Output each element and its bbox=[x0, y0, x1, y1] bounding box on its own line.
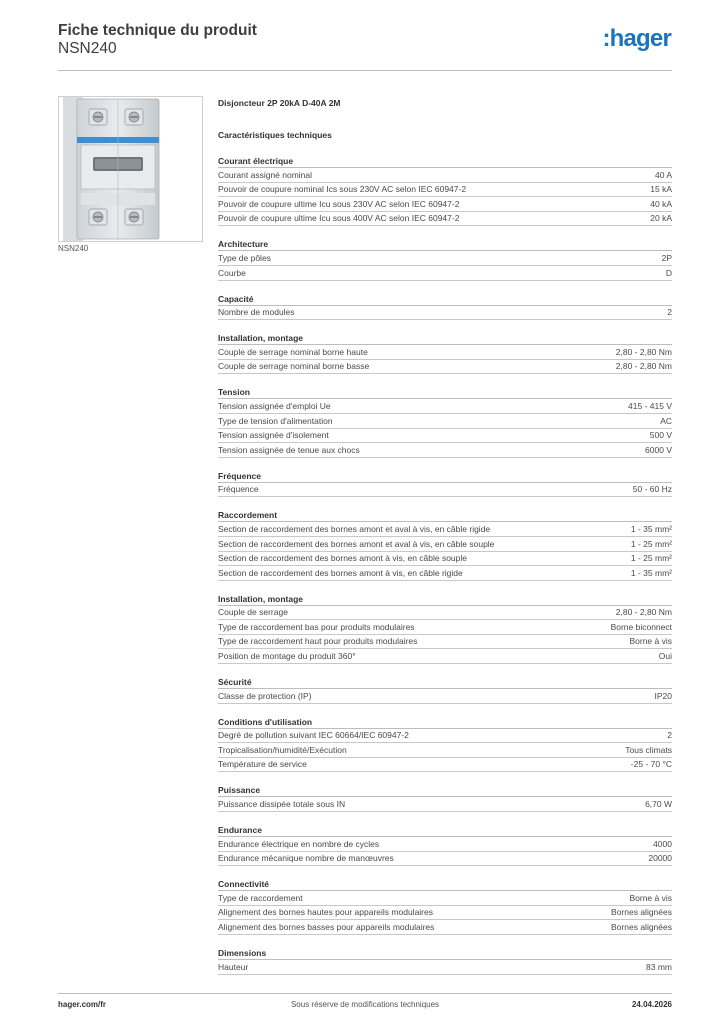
spec-label: Type de raccordement bbox=[218, 892, 303, 903]
spec-label: Type de tension d'alimentation bbox=[218, 415, 333, 426]
spec-label: Tension assignée d'isolement bbox=[218, 430, 329, 441]
spec-value: 50 - 60 Hz bbox=[632, 484, 672, 495]
section-title: Installation, montage bbox=[218, 593, 672, 606]
spec-row bbox=[218, 891, 672, 906]
spec-value: 2 bbox=[667, 307, 672, 318]
spec-label: Alignement des bornes basses pour appareils modulaires bbox=[218, 922, 435, 932]
circuit-breaker-illustration bbox=[59, 97, 202, 241]
spec-value: 20000 bbox=[648, 853, 672, 864]
disclaimer-text: Sous réserve de modifications techniques bbox=[290, 1000, 440, 1009]
spec-value: 415 - 415 V bbox=[628, 400, 672, 411]
spec-value: 6,70 W bbox=[645, 799, 672, 810]
spec-label: Tension assignée de tenue aux chocs bbox=[218, 444, 360, 455]
spec-value: 20 kA bbox=[650, 213, 672, 224]
spec-value: Tous climats bbox=[625, 744, 672, 755]
section-title: Architecture bbox=[218, 238, 672, 251]
spec-row bbox=[218, 483, 672, 498]
section-title: Endurance bbox=[218, 824, 672, 837]
spec-row bbox=[218, 429, 672, 444]
spec-row bbox=[218, 360, 672, 375]
spec-label: Alignement des bornes hautes pour appareils modulaires bbox=[218, 907, 433, 918]
spec-label: Degré de pollution suivant IEC 60664/IEC 60947-2 bbox=[218, 730, 409, 741]
spec-value: AC bbox=[660, 415, 672, 426]
spec-value: 500 V bbox=[649, 430, 672, 441]
page-footer bbox=[58, 993, 672, 1014]
spec-label: Courbe bbox=[218, 267, 246, 278]
spec-row bbox=[218, 414, 672, 429]
svg-text::hager: :hager bbox=[602, 26, 671, 52]
spec-value: 1 - 35 mm² bbox=[630, 523, 672, 534]
page-header bbox=[58, 22, 672, 71]
specs-heading: Caractéristiques techniques bbox=[218, 130, 332, 140]
section-title: Connectivité bbox=[218, 878, 672, 891]
spec-row bbox=[218, 212, 672, 227]
spec-label: Type de raccordement bas pour produits modulaires bbox=[218, 621, 415, 632]
website-link[interactable]: hager.com/fr bbox=[58, 1000, 107, 1009]
image-caption: NSN240 bbox=[58, 244, 89, 253]
spec-value: Borne à vis bbox=[629, 892, 672, 903]
spec-row bbox=[218, 743, 672, 758]
spec-row bbox=[218, 183, 672, 198]
spec-value: 40 A bbox=[654, 169, 672, 180]
spec-row bbox=[218, 758, 672, 773]
spec-value: 2,80 - 2,80 Nm bbox=[615, 346, 672, 357]
spec-value: Borne à vis bbox=[629, 636, 672, 647]
spec-row bbox=[218, 920, 672, 935]
spec-value: IP20 bbox=[654, 690, 672, 701]
spec-row bbox=[218, 443, 672, 458]
product-reference: NSN240 bbox=[58, 40, 117, 57]
spec-row bbox=[218, 266, 672, 281]
hager-logo-mark bbox=[586, 26, 672, 54]
section-title: Tension bbox=[218, 386, 672, 399]
spec-label: Tension assignée d'emploi Ue bbox=[218, 400, 331, 411]
spec-row bbox=[218, 197, 672, 212]
spec-label: Section de raccordement des bornes amont à vis, en câble rigide bbox=[218, 567, 463, 578]
spec-row bbox=[218, 566, 672, 581]
document-title: Fiche technique du produit bbox=[58, 22, 257, 39]
spec-label: Couple de serrage bbox=[218, 607, 288, 618]
spec-value: Bornes alignées bbox=[611, 907, 672, 918]
hager-logo[interactable] bbox=[586, 26, 672, 59]
spec-label: Endurance mécanique nombre de manœuvres bbox=[218, 853, 394, 864]
spec-row bbox=[218, 852, 672, 867]
spec-label: Fréquence bbox=[218, 484, 259, 495]
spec-label: Courant assigné nominal bbox=[218, 169, 313, 180]
product-image bbox=[58, 96, 203, 242]
section-title: Conditions d'utilisation bbox=[218, 716, 672, 729]
spec-row bbox=[218, 960, 672, 975]
spec-row bbox=[218, 306, 672, 321]
spec-row bbox=[218, 635, 672, 650]
spec-label: Section de raccordement des bornes amont à vis, en câble souple bbox=[218, 553, 468, 564]
spec-row bbox=[218, 552, 672, 567]
spec-value: 2,80 - 2,80 Nm bbox=[615, 361, 672, 372]
spec-label: Position de montage du produit 360° bbox=[218, 651, 356, 662]
spec-label: Puissance dissipée totale sous IN bbox=[218, 799, 346, 810]
spec-row bbox=[218, 649, 672, 664]
spec-row bbox=[218, 837, 672, 852]
spec-label: Couple de serrage nominal borne haute bbox=[218, 346, 368, 357]
section-title: Installation, montage bbox=[218, 332, 672, 345]
product-name: Disjoncteur 2P 20kA D-40A 2M bbox=[218, 98, 341, 108]
spec-value: 2 bbox=[667, 730, 672, 741]
spec-label: Endurance électrique en nombre de cycles bbox=[218, 838, 380, 849]
spec-row bbox=[218, 168, 672, 183]
spec-label: Pouvoir de coupure ultime Icu sous 400V AC selon IEC 60947-2 bbox=[218, 213, 460, 224]
document-date: 24.04.2026 bbox=[631, 1000, 672, 1009]
spec-row bbox=[218, 251, 672, 266]
spec-value: 1 - 25 mm² bbox=[630, 538, 672, 549]
spec-value: 6000 V bbox=[645, 444, 672, 455]
spec-value: D bbox=[665, 267, 672, 278]
spec-value: 2,80 - 2,80 Nm bbox=[615, 607, 672, 618]
spec-label: Tropicalisation/humidité/Exécution bbox=[218, 744, 347, 755]
spec-content bbox=[218, 97, 672, 975]
spec-label: Section de raccordement des bornes amont et aval à vis, en câble souple bbox=[218, 538, 495, 549]
spec-row bbox=[218, 689, 672, 704]
section-title: Dimensions bbox=[218, 947, 672, 960]
spec-value: 4000 bbox=[653, 838, 672, 849]
spec-label: Classe de protection (IP) bbox=[218, 690, 312, 701]
section-title: Fréquence bbox=[218, 470, 672, 483]
spec-value: 40 kA bbox=[650, 198, 672, 209]
spec-value: 2P bbox=[661, 252, 672, 263]
spec-row bbox=[218, 537, 672, 552]
spec-value: 83 mm bbox=[646, 961, 672, 972]
spec-value: Bornes alignées bbox=[611, 922, 672, 932]
spec-label: Type de pôles bbox=[218, 252, 271, 263]
spec-label: Pouvoir de coupure ultime Icu sous 230V AC selon IEC 60947-2 bbox=[218, 198, 460, 209]
spec-label: Couple de serrage nominal borne basse bbox=[218, 361, 370, 372]
section-title: Courant électrique bbox=[218, 155, 672, 168]
spec-row bbox=[218, 399, 672, 414]
spec-value: 15 kA bbox=[650, 184, 672, 195]
spec-row bbox=[218, 906, 672, 921]
spec-label: Pouvoir de coupure nominal Ics sous 230V AC selon IEC 60947-2 bbox=[218, 184, 467, 195]
section-title: Raccordement bbox=[218, 509, 672, 522]
spec-value: 1 - 35 mm² bbox=[630, 567, 672, 578]
spec-row bbox=[218, 522, 672, 537]
spec-value: -25 - 70 °C bbox=[630, 759, 672, 770]
section-title: Sécurité bbox=[218, 676, 672, 689]
spec-label: Nombre de modules bbox=[218, 307, 295, 318]
spec-label: Hauteur bbox=[218, 961, 249, 972]
spec-row bbox=[218, 620, 672, 635]
spec-label: Section de raccordement des bornes amont et aval à vis, en câble rigide bbox=[218, 523, 491, 534]
spec-value: Oui bbox=[658, 651, 672, 662]
spec-label: Température de service bbox=[218, 759, 307, 770]
spec-label: Type de raccordement haut pour produits modulaires bbox=[218, 636, 418, 647]
spec-value: 1 - 25 mm² bbox=[630, 553, 672, 564]
spec-row bbox=[218, 606, 672, 621]
spec-value: Borne biconnect bbox=[610, 621, 672, 632]
spec-row bbox=[218, 797, 672, 812]
spec-row bbox=[218, 345, 672, 360]
section-title: Capacité bbox=[218, 293, 672, 306]
spec-row bbox=[218, 729, 672, 744]
spec-sections bbox=[218, 155, 672, 975]
section-title: Puissance bbox=[218, 784, 672, 797]
